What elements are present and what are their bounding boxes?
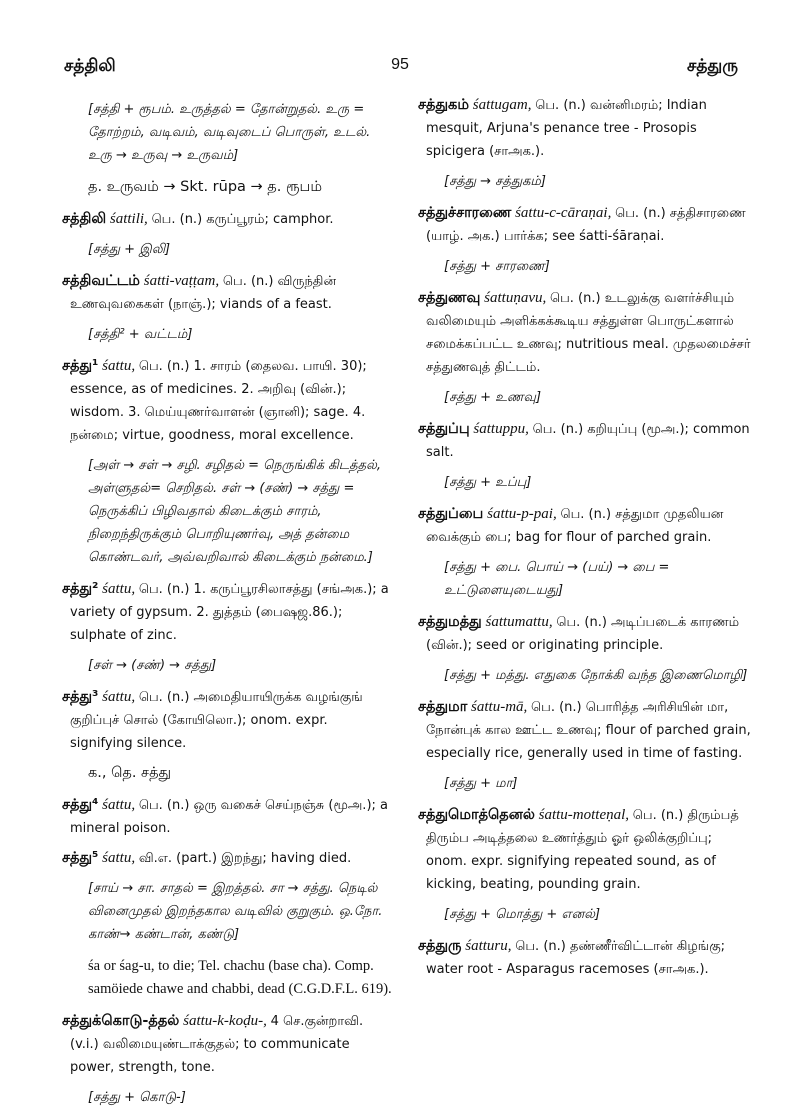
headword: சத்து⁵ xyxy=(62,850,99,866)
definition: பெ. (n.) விருந்தின் உணவுவகைகள் (நாஞ்.); viands of a feast. xyxy=(70,274,337,312)
etymology: [சத்து + உப்பு] xyxy=(444,475,532,490)
entry-sattivattam xyxy=(62,270,394,316)
etymology: [சத்து → சத்துகம்] xyxy=(444,174,546,189)
entry-sattili xyxy=(62,208,394,231)
transliteration: śattumattu, xyxy=(485,614,553,630)
headword: சத்து¹ xyxy=(62,358,99,374)
definition: பெ. (n.) அடிப்படைக் காரணம் (வின்.); seed or originating principle. xyxy=(426,615,740,653)
headword: சத்து² xyxy=(62,581,99,597)
header-right-word: சத்துரு xyxy=(687,56,738,76)
definition: பெ. (n.) பொரித்த அரிசியின் மா, நோன்புக் கால ஊட்ட உணவு; flour of parched grain, especially rice, generally used in time of fasting. xyxy=(426,700,751,761)
etymology: [சத்து + பை. பொய் → (பய்) → பை = உட்டுளையுடையது] xyxy=(444,560,670,598)
transliteration: śattili, xyxy=(109,211,148,227)
entry-sattu-c-caranai xyxy=(418,202,754,248)
cognate-note: க., தெ. சத்து xyxy=(88,765,172,781)
definition: பெ. (n.) உடலுக்கு வளர்ச்சியும் வலிமையும் அளிக்கக்கூடிய சத்துள்ள பொருட்களால் சமைக்கப்பட்ட உணவு; nutritious meal. முதலமைச்சர் சத்துணவுத் திட்டம். xyxy=(426,291,751,375)
definition: பெ. (n.) 1. சாரம் (தைலவ. பாயி. 30); essence, as of medicines. 2. அறிவு (வின்.); wisdom. 3. மெய்யுணர்வாளன் (ஞானி); sage. 4. நன்மை; virtue, goodness, moral excellence. xyxy=(70,359,367,443)
transliteration: śattu-motteṇal, xyxy=(538,807,630,823)
headword: சத்துச்சாரணை xyxy=(418,205,512,221)
headword: சத்துக்கொடு-த்தல் xyxy=(62,1013,180,1029)
transliteration: śatturu, xyxy=(465,938,512,954)
transliteration: śattuṇavu, xyxy=(484,290,547,306)
right-column xyxy=(418,94,754,988)
definition: பெ. (n.) சத்துமா முதலியன வைக்கும் பை; bag for flour of parched grain. xyxy=(426,507,724,545)
etymology: [சத்து + மா] xyxy=(444,776,518,791)
page-number: 95 xyxy=(391,56,409,73)
transliteration: śattugam, xyxy=(472,97,532,113)
etymology: [சத்து + இலி] xyxy=(88,242,171,257)
entry-sattuppu xyxy=(418,418,754,464)
etymology: [அள் → சள் → சழி. சழிதல் = நெருங்கிக் கிடத்தல், அள்ளுதல்= செறிதல். சள் → (சண்) → சத்து = நெருக்கிப் பிழிவதால் கிடைக்கும் சாரம், நிறைந்திருக்கும் பொறியுணர்வு, அத் தன்மை கொண்டவர், அவ்வறிவால் கிடைக்கும் நன்மை.] xyxy=(88,458,382,565)
etymology: [சாய் → சா. சாதல் = இறத்தல். சா → சத்து. நெடில் வினைமுதல் இறந்தகால வடிவில் குறுகும். ஒ.நோ. காண்→ கண்டான், கண்டு] xyxy=(88,881,383,942)
transliteration: śattu, xyxy=(102,850,136,866)
etymology: [சத்தி + ரூபம். உருத்தல் = தோன்றுதல். உரு = தோற்றம், வடிவம், வடிவுடைப் பொருள், உடல். உரு → உருவு → உருவம்] xyxy=(88,102,371,163)
entry-sattu-1 xyxy=(62,355,394,447)
etymology: [சள் → (சண்) → சத்து] xyxy=(88,658,217,673)
comparative-note: śa or śag-u, to die; Tel. chachu (base cha). Comp. samöiede chawe and chabbi, dead (C.G.D.F.L. 619). xyxy=(88,958,392,997)
transliteration: śattu, xyxy=(102,689,136,705)
definition: வி.எ. (part.) இறந்து; having died. xyxy=(138,851,352,866)
transliteration: śattu, xyxy=(102,581,136,597)
definition: 4 செ.குன்றாவி. (v.i.) வலிமையுண்டாக்குதல்; to communicate power, strength, tone. xyxy=(70,1014,364,1075)
definition: பெ. (n.) 1. கருப்பூரசிலாசத்து (சங்அக.); a variety of gypsum. 2. துத்தம் (பைஷஜ.86.); sulphate of zinc. xyxy=(70,582,389,643)
headword: சத்துரு xyxy=(418,938,462,954)
definition: பெ. (n.) சத்திசாரணை (யாழ். அக.) பார்க்க; see śatti-śāraṇai. xyxy=(426,206,746,244)
definition: பெ. (n.) கருப்பூரம்; camphor. xyxy=(151,212,334,227)
transliteration: śattu-c-cāraṇai, xyxy=(515,205,612,221)
transliteration: śattu, xyxy=(102,358,136,374)
headword: சத்துமா xyxy=(418,699,468,715)
definition: பெ. (n.) திரும்பத் திரும்ப அடித்தலை உணர்த்தும் ஓர் ஒலிக்குறிப்பு; onom. expr. signifying repeated sound, as of kicking, beating, pounding grain. xyxy=(426,808,739,892)
etymology: [சத்து + சாரணை] xyxy=(444,259,550,274)
transliteration: śattuppu, xyxy=(473,421,529,437)
headword: சத்துகம் xyxy=(418,97,469,113)
entry-sattu-mottenal xyxy=(418,804,754,896)
definition: பெ. (n.) ஒரு வகைச் செய்நஞ்சு (மூஅ.); a mineral poison. xyxy=(70,798,388,836)
transliteration: śattu-p-pai, xyxy=(487,506,557,522)
etymology: [சத்து + மொத்து + எனல்] xyxy=(444,907,601,922)
entry-satturu xyxy=(418,935,754,981)
etymology-note: த. உருவம் → Skt. rūpa → த. ரூபம் xyxy=(88,179,322,195)
headword: சத்திலி xyxy=(62,211,107,227)
etymology: [சத்தி² + வட்டம்] xyxy=(88,327,193,342)
headword: சத்துமொத்தெனல் xyxy=(418,807,535,823)
header-left-word: சத்திலி xyxy=(64,56,116,76)
headword: சத்துப்பு xyxy=(418,421,470,437)
etymology: [சத்து + உணவு] xyxy=(444,390,542,405)
definition: பெ. (n.) அமைதியாயிருக்க வழங்குங் குறிப்புச் சொல் (கோயிலொ.); onom. expr. signifying silence. xyxy=(70,690,363,751)
entry-sattu-k-kodu xyxy=(62,1010,394,1079)
headword: சத்துணவு xyxy=(418,290,481,306)
entry-sattu-2 xyxy=(62,578,394,647)
entry-sattu-3 xyxy=(62,686,394,755)
entry-sattu-4 xyxy=(62,794,394,840)
entry-sattugam xyxy=(418,94,754,163)
headword: சத்து³ xyxy=(62,689,99,705)
entry-sattu-ma xyxy=(418,696,754,765)
left-column xyxy=(62,94,394,1118)
definition: பெ. (n.) தண்ணீர்விட்டான் கிழங்கு; water root - Asparagus racemoses (சாஅக.). xyxy=(426,939,726,977)
transliteration: śattu, xyxy=(102,797,136,813)
entry-sattunavu xyxy=(418,287,754,379)
definition: பெ. (n.) கறியுப்பு (மூஅ.); common salt. xyxy=(426,422,750,460)
entry-sattu-5 xyxy=(62,847,394,870)
entry-sattu-p-pai xyxy=(418,503,754,549)
transliteration: śatti-vaṭṭam, xyxy=(143,273,220,289)
transliteration: śattu-mā, xyxy=(471,699,528,715)
headword: சத்துமத்து xyxy=(418,614,482,630)
etymology: [சத்து + மத்து. எதுகை நோக்கி வந்த இணைமொழி] xyxy=(444,668,748,683)
entry-sattumattu xyxy=(418,611,754,657)
transliteration: śattu-k-koḍu-, xyxy=(183,1013,267,1029)
headword: சத்திவட்டம் xyxy=(62,273,140,289)
headword: சத்துப்பை xyxy=(418,506,484,522)
etymology: [சத்து + கொடு-] xyxy=(88,1090,186,1105)
definition: பெ. (n.) வன்னிமரம்; Indian mesquit, Arjuna's penance tree - Prosopis spicigera (சாஅக.). xyxy=(426,98,707,159)
headword: சத்து⁴ xyxy=(62,797,99,813)
